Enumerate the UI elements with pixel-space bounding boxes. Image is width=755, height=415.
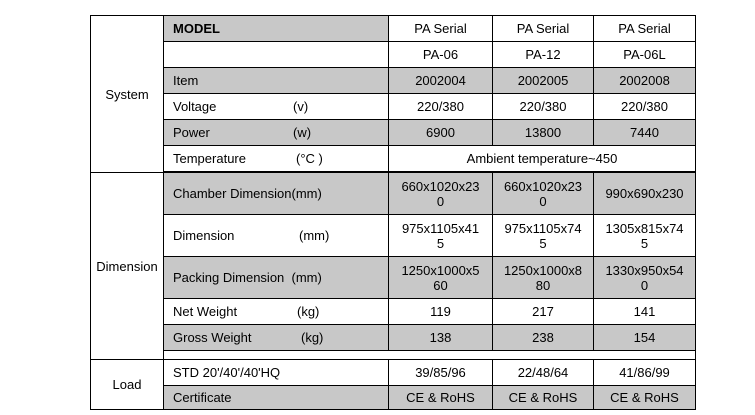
table-row-voltage xyxy=(91,94,696,120)
value-cell: 2002005 xyxy=(493,68,594,94)
model-cell: PA-06L xyxy=(594,42,696,68)
value-cell: 975x1105x74 5 xyxy=(493,215,594,257)
row-unit: (kg) xyxy=(301,330,324,345)
row-label: Certificate xyxy=(164,386,389,410)
value-cell: 1305x815x74 5 xyxy=(594,215,696,257)
value-cell: CE & RoHS xyxy=(389,386,493,410)
row-unit: (kg) xyxy=(297,304,320,319)
model-cell: PA-12 xyxy=(493,42,594,68)
value-cell: 1330x950x54 0 xyxy=(594,257,696,299)
group-system: System xyxy=(91,16,164,173)
group-dimension: Dimension xyxy=(91,173,164,360)
value-cell: 1250x1000x8 80 xyxy=(493,257,594,299)
value-cell: 220/380 xyxy=(493,94,594,120)
value-cell: 2002008 xyxy=(594,68,696,94)
row-label: Item xyxy=(164,68,389,94)
model-label: MODEL xyxy=(164,16,389,42)
table-row-item xyxy=(91,68,696,94)
value-cell: 6900 xyxy=(389,120,493,146)
row-label: Power xyxy=(173,125,210,140)
table-row-certificate xyxy=(91,386,696,410)
value-cell: 13800 xyxy=(493,120,594,146)
table-row-gross-weight xyxy=(91,325,696,351)
group-load: Load xyxy=(91,360,164,410)
table-row-net-weight xyxy=(91,299,696,325)
row-label: Temperature xyxy=(173,151,246,166)
value-cell: 22/48/64 xyxy=(493,360,594,386)
value-cell: 41/86/99 xyxy=(594,360,696,386)
row-label: Packing Dimension (mm) xyxy=(164,257,389,299)
table-row-packing xyxy=(91,257,696,299)
table-row-models xyxy=(91,42,696,68)
row-label: Gross Weight xyxy=(173,330,252,345)
value-cell: 138 xyxy=(389,325,493,351)
serial-cell: PA Serial xyxy=(493,16,594,42)
value-cell: 220/380 xyxy=(594,94,696,120)
row-label: Chamber Dimension(mm) xyxy=(164,173,389,215)
model-cell: PA-06 xyxy=(389,42,493,68)
value-cell: 39/85/96 xyxy=(389,360,493,386)
value-cell: CE & RoHS xyxy=(493,386,594,410)
value-cell: 990x690x230 xyxy=(594,173,696,215)
row-label: Voltage xyxy=(173,99,217,114)
row-unit: (w) xyxy=(293,125,312,140)
value-cell: 975x1105x41 5 xyxy=(389,215,493,257)
temperature-value: Ambient temperature~450 xyxy=(389,146,696,172)
value-cell: 238 xyxy=(493,325,594,351)
value-cell: CE & RoHS xyxy=(594,386,696,410)
table-row-dimension xyxy=(91,215,696,257)
table-row-power xyxy=(91,120,696,146)
table-row-temperature xyxy=(91,146,696,172)
value-cell: 660x1020x23 0 xyxy=(493,173,594,215)
row-label: STD 20'/40'/40'HQ xyxy=(164,360,389,386)
value-cell: 7440 xyxy=(594,120,696,146)
serial-cell: PA Serial xyxy=(594,16,696,42)
value-cell: 154 xyxy=(594,325,696,351)
row-label: Net Weight xyxy=(173,304,238,319)
serial-cell: PA Serial xyxy=(389,16,493,42)
value-cell: 660x1020x23 0 xyxy=(389,173,493,215)
value-cell: 1250x1000x5 60 xyxy=(389,257,493,299)
row-unit: (°C ) xyxy=(296,151,323,166)
table-row-std xyxy=(91,360,696,386)
spec-table xyxy=(90,15,696,410)
row-unit: (mm) xyxy=(299,228,330,243)
value-cell: 141 xyxy=(594,299,696,325)
table-row-model xyxy=(91,16,696,42)
value-cell: 217 xyxy=(493,299,594,325)
value-cell: 119 xyxy=(389,299,493,325)
value-cell: 220/380 xyxy=(389,94,493,120)
row-label: Dimension xyxy=(173,228,235,243)
value-cell: 2002004 xyxy=(389,68,493,94)
table-row-chamber xyxy=(91,173,696,215)
row-unit: (v) xyxy=(293,99,309,114)
